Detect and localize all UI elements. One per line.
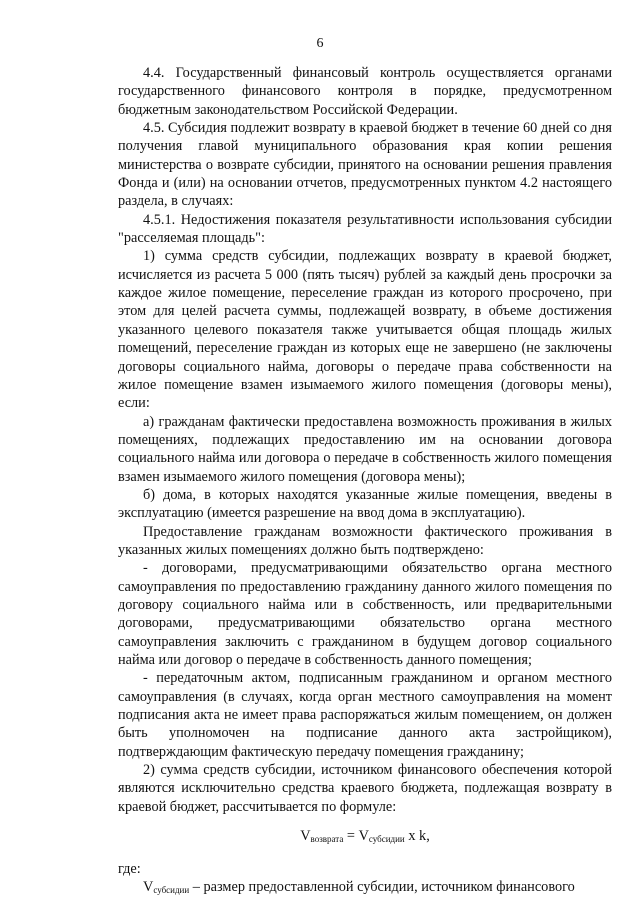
formula-equals: = xyxy=(343,828,359,845)
formula xyxy=(118,827,612,848)
paragraph-item-a: а) гражданам фактически предоставлена возможность проживания в жилых помещениях, подлежащих предоставлению им на основании договора социального найма или договора о передаче в собственность жилого помещения взамен изымаемого жилого помещения (договора мены); xyxy=(118,413,612,485)
paragraph-4-5: 4.5. Субсидия подлежит возврату в краевой бюджет в течение 60 дней со дня получения главой муниципального образования края копии решения министерства о возврате субсидии, принятого на основании решения правления Фонда и (или) на основании отчетов, предусмотренных пунктом 4.2 настоящего раздела, в случаях: xyxy=(118,120,612,210)
definition-symbol: V xyxy=(143,879,154,896)
paragraph-item-1: 1) сумма средств субсидии, подлежащих возврату в краевой бюджет, исчисляется из расчета 5 000 (пять тысяч) рублей за каждый день просрочки за каждое жилое помещение, переселение граждан из которого просрочено, при этом для целей расчета суммы, подлежащей возврату, в объеме достижения указанного целевого показателя также учитывается общая площадь жилых помещений, переселение граждан из которых еще не завершено (не заключены договоры социального найма, договоры о передаче права собственности на жилое помещение взамен изымаемого жилого помещения (договоры мены), если: xyxy=(118,248,612,412)
paragraph-item-b: б) дома, в которых находятся указанные жилые помещения, введены в эксплуатацию (имеется разрешение на ввод дома в эксплуатацию). xyxy=(118,486,612,522)
paragraph-confirmation: Предоставление гражданам возможности фактического проживания в указанных жилых помещениях должно быть подтверждено: xyxy=(118,523,612,558)
formula-rhs-sub: субсидии xyxy=(368,834,405,845)
definition-text: – размер предоставленной субсидии, источником финансового xyxy=(189,879,575,896)
paragraph-item-2: 2) сумма средств субсидии, источником финансового обеспечения которой являются исключительно средства краевого бюджета, подлежащая возврату в краевой бюджет, рассчитывается по формуле: xyxy=(118,762,612,815)
paragraph-dash-transfer-act: - передаточным актом, подписанным гражданином и органом местного самоуправления (в случаях, когда орган местного самоуправления на момент подписания акта не имеет права распоряжаться жилым помещением, он должен быть уполномочен на подписание данного акта застройщиком), подтверждающим фактическую передачу помещения гражданину; xyxy=(118,670,612,760)
formula-rhs: V xyxy=(358,828,369,845)
formula-lhs-sub: возврата xyxy=(310,834,344,845)
where-label: где: xyxy=(118,861,141,878)
paragraph-dash-contracts: - договорами, предусматривающими обязательство органа местного самоуправления по предоставлению гражданину данного жилого помещения по договору социального найма или в собственность, или предварительными договорами, предусматривающими обязательство органа местного самоуправления заключить с гражданином в будущем договор социального найма или договор о передаче в собственность данного помещения; xyxy=(118,560,612,668)
formula-lhs: V xyxy=(300,828,311,845)
paragraph-4-4: 4.4. Государственный финансовый контроль осуществляется органами государственного финансового контроля в порядке, предусмотренном бюджетным законодательством Российской Федерации. xyxy=(118,65,612,118)
definition-v-subsidy xyxy=(118,878,612,899)
definition-symbol-sub: субсидии xyxy=(153,885,190,896)
document-body xyxy=(118,64,612,900)
page-number: 6 xyxy=(316,36,324,51)
formula-tail: x k, xyxy=(404,828,430,845)
paragraph-4-5-1: 4.5.1. Недостижения показателя результативности использования субсидии "расселяемая площадь": xyxy=(118,211,612,247)
